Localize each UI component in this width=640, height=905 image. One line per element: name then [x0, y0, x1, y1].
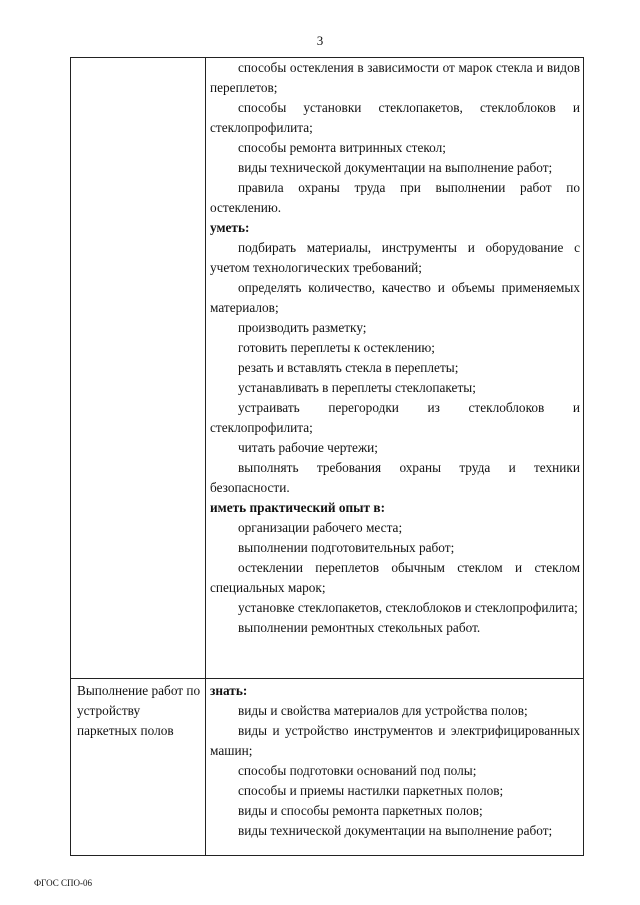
list-item: способы установки стеклопакетов, стеклоблоков и стеклопрофилита;	[210, 100, 580, 135]
list-item: виды технической документации на выполнение работ;	[238, 160, 553, 175]
list-item: способы остекления в зависимости от марок стекла и видов переплетов;	[210, 60, 580, 95]
list-item: способы и приемы настилки паркетных полов;	[238, 783, 504, 798]
list-item: читать рабочие чертежи;	[238, 440, 378, 455]
list-item: готовить переплеты к остеклению;	[238, 340, 435, 355]
list-item: правила охраны труда при выполнении работ по остеклению.	[210, 180, 580, 215]
list-item: способы подготовки оснований под полы;	[238, 763, 477, 778]
competency-table	[70, 57, 584, 856]
list-item: выполнении подготовительных работ;	[238, 540, 455, 555]
list-item: выполнении ремонтных стекольных работ.	[238, 620, 481, 635]
list-item: виды и способы ремонта паркетных полов;	[238, 803, 483, 818]
section-heading-opyt: иметь практический опыт в:	[210, 500, 385, 515]
row2-content-cell	[210, 681, 580, 841]
row2-title-cell: Выполнение работ по устройству паркетных полов	[77, 683, 201, 738]
list-item: резать и вставлять стекла в переплеты;	[238, 360, 459, 375]
section-heading-umet: уметь:	[210, 220, 250, 235]
document-code: ФГОС СПО-06	[34, 878, 92, 888]
section-heading-znat: знать:	[210, 683, 248, 698]
column-divider	[205, 58, 206, 855]
list-item: производить разметку;	[238, 320, 367, 335]
page-number: 3	[316, 33, 324, 48]
list-item: определять количество, качество и объемы применяемых материалов;	[210, 280, 580, 315]
list-item: виды и устройство инструментов и электрифицированных машин;	[210, 723, 580, 758]
list-item: установке стеклопакетов, стеклоблоков и стеклопрофилита;	[238, 600, 578, 615]
list-item: остеклении переплетов обычным стеклом и стеклом специальных марок;	[210, 560, 580, 595]
list-item: устраивать перегородки из стеклоблоков и стеклопрофилита;	[210, 400, 580, 435]
list-item: организации рабочего места;	[238, 520, 403, 535]
list-item: подбирать материалы, инструменты и оборудование с учетом технологических требований;	[210, 240, 580, 275]
list-item: виды и свойства материалов для устройства полов;	[238, 703, 528, 718]
list-item: устанавливать в переплеты стеклопакеты;	[238, 380, 476, 395]
row1-content-cell	[210, 58, 580, 638]
list-item: способы ремонта витринных стекол;	[238, 140, 446, 155]
list-item: выполнять требования охраны труда и техники безопасности.	[210, 460, 580, 495]
row-divider	[71, 678, 583, 679]
list-item: виды технической документации на выполнение работ;	[238, 823, 553, 838]
